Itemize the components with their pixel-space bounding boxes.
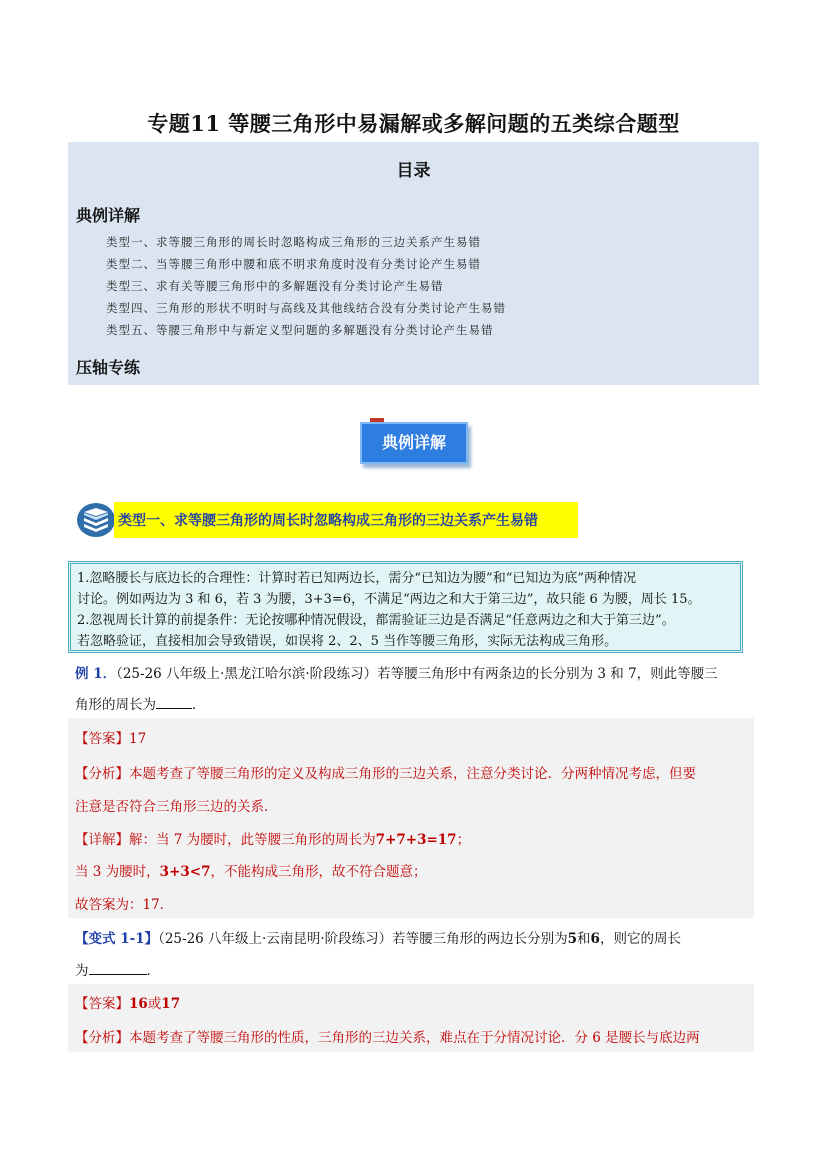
example-1-analysis-cont: 注意是否符合三角形三边的关系．: [75, 799, 278, 815]
variant-text: ，则它的周长: [599, 931, 681, 947]
page-title: 专题11 等腰三角形中易漏解或多解问题的五类综合题型: [147, 111, 680, 136]
variant-text: 和: [577, 931, 591, 947]
answer-text: 或: [147, 996, 162, 1012]
answer-tag: 【答案】: [75, 996, 129, 1012]
answer-blank[interactable]: [156, 696, 192, 709]
variant-text: （25-26 八年级上·云南昆明·阶段练习）若等腰三角形的两边长分别为: [158, 931, 568, 947]
toc-section-examples[interactable]: 典例详解: [76, 206, 141, 225]
example-1-solution-panel: [68, 718, 754, 918]
detail-text: ，不能构成三角形，故不符合题意；: [210, 864, 427, 880]
example-1-detail-cont: [75, 860, 426, 880]
tip-line: 2.忽视周长计算的前提条件：无论按哪种情况假设，都需验证三边是否满足“任意两边之和大于第三边”。: [77, 613, 675, 628]
type-one-label: 类型一、求等腰三角形的周长时忽略构成三角形的三边关系产生易错: [118, 513, 538, 529]
tips-box: [68, 561, 743, 653]
variant-label: 【变式 1-1】: [75, 931, 159, 947]
example-text: 角形的周长为: [75, 697, 156, 713]
example-1-detail: [75, 828, 470, 848]
toc-item-3[interactable]: 类型三、求有关等腰三角形中的多解题没有分类讨论产生易错: [106, 279, 444, 293]
variant-1-1-analysis: [75, 1026, 700, 1046]
example-1-question-cont: [75, 693, 206, 713]
variant-1-1-question-cont: [75, 959, 160, 979]
toc-item-1[interactable]: 类型一、求等腰三角形的周长时忽略构成三角形的三边关系产生易错: [106, 235, 481, 249]
tip-line: 讨论。例如两边为 3 和 6，若 3 为腰，3+3=6，不满足“两边之和大于第三边”，故只能 6 为腰，周长 15。: [77, 592, 701, 607]
toc-heading: 目录: [396, 161, 431, 181]
analysis-text: 本题考查了等腰三角形的定义及构成三角形的三边关系，注意分类讨论．分两种情况考虑，但要: [129, 766, 696, 782]
detail-text: 当 3 为腰时，: [75, 864, 160, 880]
detail-text: 解：当 7 为腰时，此等腰三角形的周长为: [129, 832, 376, 848]
answer-value: 17: [161, 996, 181, 1012]
answer-value: 16: [129, 996, 148, 1012]
toc-section-practice[interactable]: 压轴专练: [76, 358, 141, 377]
analysis-tag: 【分析】: [75, 1030, 129, 1046]
type-one-banner: [114, 502, 578, 538]
formula: 3+3<7: [159, 864, 211, 880]
toc-item-2[interactable]: 类型二、当等腰三角形中腰和底不明求角度时没有分类讨论产生易错: [106, 257, 481, 271]
detail-text: ；: [456, 832, 471, 848]
table-of-contents: [68, 142, 759, 385]
example-1-question: [75, 662, 718, 682]
tip-line: 若忽略验证，直接相加会导致错误，如误将 2、2、5 当作等腰三角形，实际无法构成三角形。: [77, 634, 618, 649]
formula: 7+7+3=17: [375, 832, 457, 848]
variant-text: ．: [146, 963, 160, 979]
toc-item-5[interactable]: 类型五、等腰三角形中与新定义型问题的多解题没有分类讨论产生易错: [106, 323, 494, 337]
example-1-answer: [75, 727, 146, 747]
example-1-analysis: [75, 762, 696, 782]
example-label: 例 1．: [75, 666, 117, 682]
section-badge: [358, 420, 468, 464]
variant-text: 为: [75, 963, 89, 979]
formula: 5: [567, 931, 578, 947]
example-1-conclusion: 故答案为：17．: [75, 897, 174, 913]
detail-tag: 【详解】: [75, 832, 129, 848]
variant-1-1-question: [75, 927, 681, 947]
badge-label: 典例详解: [360, 422, 468, 464]
tip-line: 1.忽略腰长与底边长的合理性：计算时若已知两边长，需分“已知边为腰”和“已知边为底”两种情况: [77, 571, 636, 586]
answer-blank[interactable]: [89, 962, 147, 975]
analysis-text: 本题考查了等腰三角形的性质，三角形的三边关系，难点在于分情况讨论．分 6 是腰长与底边两: [129, 1030, 700, 1046]
answer-tag: 【答案】: [75, 731, 129, 747]
variant-1-1-answer: [75, 992, 180, 1012]
book-stack-icon: [76, 502, 116, 538]
answer-value: 17: [129, 731, 147, 747]
toc-item-4[interactable]: 类型四、三角形的形状不明时与高线及其他线结合没有分类讨论产生易错: [106, 301, 506, 315]
formula: 6: [590, 931, 600, 947]
example-text: （25-26 八年级上·黑龙江哈尔滨·阶段练习）若等腰三角形中有两条边的长分别为 3 和 7，则此等腰三: [116, 666, 718, 682]
analysis-tag: 【分析】: [75, 766, 129, 782]
example-text: ．: [192, 697, 206, 713]
